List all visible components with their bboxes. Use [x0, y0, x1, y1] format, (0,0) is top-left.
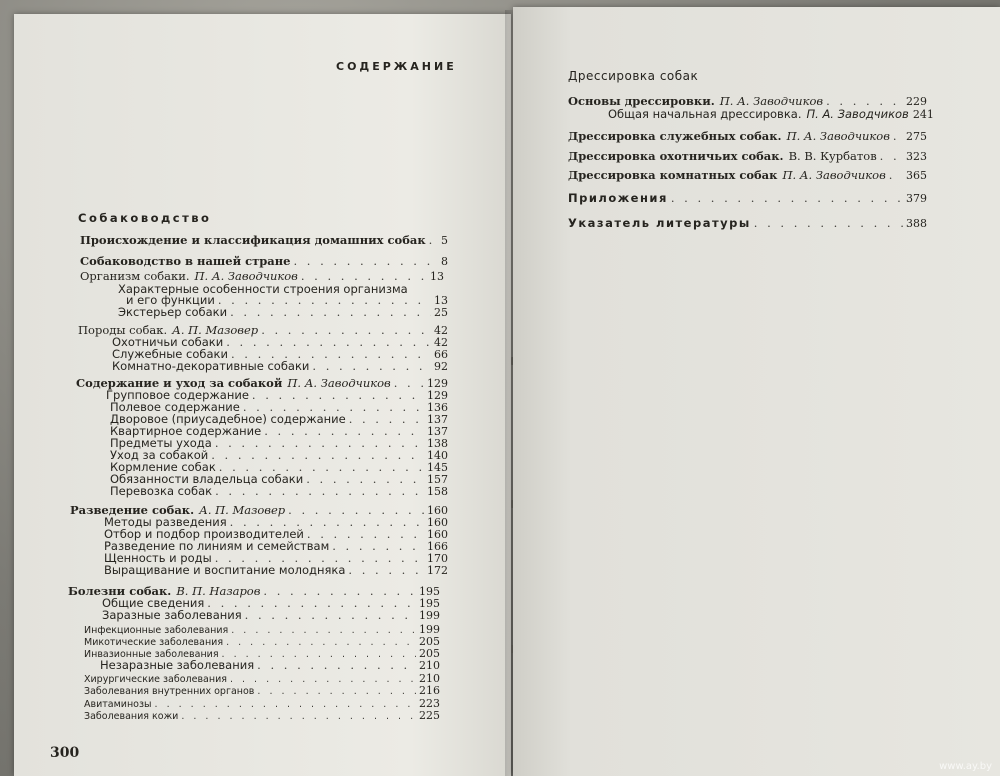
toc-entry: Предметы ухода . . . 138 [110, 437, 448, 450]
toc-entry: Дворовое (приусадебное) содержание . . . 137 [110, 413, 448, 426]
toc-entry: Кормление собак . . . 145 [110, 461, 448, 474]
toc-entry: Разведение собак. А. П. Мазовер . . . 160 [70, 504, 448, 517]
toc-entry: Щенность и роды . . . 170 [104, 552, 448, 565]
toc-entry: Заразные заболевания . . . 199 [102, 609, 440, 622]
toc-entry: Заболевания внутренних органов . . . 216 [84, 684, 440, 698]
toc-entry: Охотничьи собаки . . . 42 [112, 336, 448, 349]
toc-entry: Микотические заболевания . . . 205 [84, 635, 440, 649]
toc-entry: Организм собаки. П. А. Заводчиков . . . 13 [80, 270, 444, 283]
toc-entry: Незаразные заболевания . . . 210 [100, 659, 440, 672]
toc-entry: Полевое содержание . . . 136 [110, 401, 448, 414]
watermark: www.ay.by [939, 761, 992, 772]
toc-entry: Заболевания кожи . . . 225 [84, 709, 440, 723]
contents-heading: СОДЕРЖАНИЕ [336, 60, 457, 73]
toc-entry: Содержание и уход за собакой П. А. Заводчиков . . . 129 [76, 377, 448, 390]
page-number: 300 [50, 745, 80, 761]
toc-entry: Собаководство в нашей стране . . . 8 [80, 255, 448, 268]
toc-entry: Породы собак. А. П. Мазовер . . . 42 [78, 324, 448, 337]
toc-entry: Уход за собакой . . . 140 [110, 449, 448, 462]
toc-entry: Приложения . . . 379 [568, 192, 927, 205]
toc-entry: Указатель литературы . . . 388 [568, 217, 927, 230]
section-heading-dog-breeding: Собаководство [78, 211, 212, 225]
toc-entry: Хирургические заболевания . . . 210 [84, 672, 440, 686]
toc-entry: Дрессировка комнатных собак П. А. Заводчиков . . . 365 [568, 169, 927, 182]
toc-entry: Комнатно-декоративные собаки . . . 92 [112, 360, 448, 373]
toc-entry: Методы разведения . . . 160 [104, 516, 448, 529]
toc-entry: Дрессировка служебных собак. П. А. Заводчиков . . . 275 [568, 130, 927, 143]
toc-entry: Происхождение и классификация домашних собак . . . 5 [80, 234, 448, 247]
toc-entry: Выращивание и воспитание молодняка . . . 172 [104, 564, 448, 577]
toc-entry: Экстерьер собаки . . . 25 [118, 306, 448, 319]
toc-entry: Общая начальная дрессировка. П. А. Заводчиков 241 [608, 107, 934, 121]
toc-entry: Основы дрессировки. П. А. Заводчиков . . . 229 [568, 95, 927, 108]
left-page [14, 14, 511, 776]
toc-entry: и его функции . . . 13 [126, 294, 448, 307]
toc-entry: Служебные собаки . . . 66 [112, 348, 448, 361]
toc-entry: Болезни собак. В. П. Назаров . . . 195 [68, 585, 440, 598]
toc-entry: Разведение по линиям и семействам . . . 166 [104, 540, 448, 553]
toc-entry: Характерные особенности строения организма [118, 282, 408, 296]
toc-entry: Инфекционные заболевания . . . 199 [84, 623, 440, 637]
right-page [513, 7, 1000, 776]
section-heading-dog-training: Дрессировка собак [568, 69, 699, 83]
toc-entry: Групповое содержание . . . 129 [106, 389, 448, 402]
toc-entry: Общие сведения . . . 195 [102, 597, 440, 610]
toc-entry: Квартирное содержание . . . 137 [110, 425, 448, 438]
toc-entry: Инвазионные заболевания . . . 205 [84, 647, 440, 661]
toc-entry: Отбор и подбор производителей . . . 160 [104, 528, 448, 541]
toc-entry: Авитаминозы . . . 223 [84, 697, 440, 711]
toc-entry: Обязанности владельца собаки . . . 157 [110, 473, 448, 486]
toc-entry: Перевозка собак . . . 158 [110, 485, 448, 498]
toc-entry: Дрессировка охотничьих собак. В. В. Курбатов . . . 323 [568, 150, 927, 163]
